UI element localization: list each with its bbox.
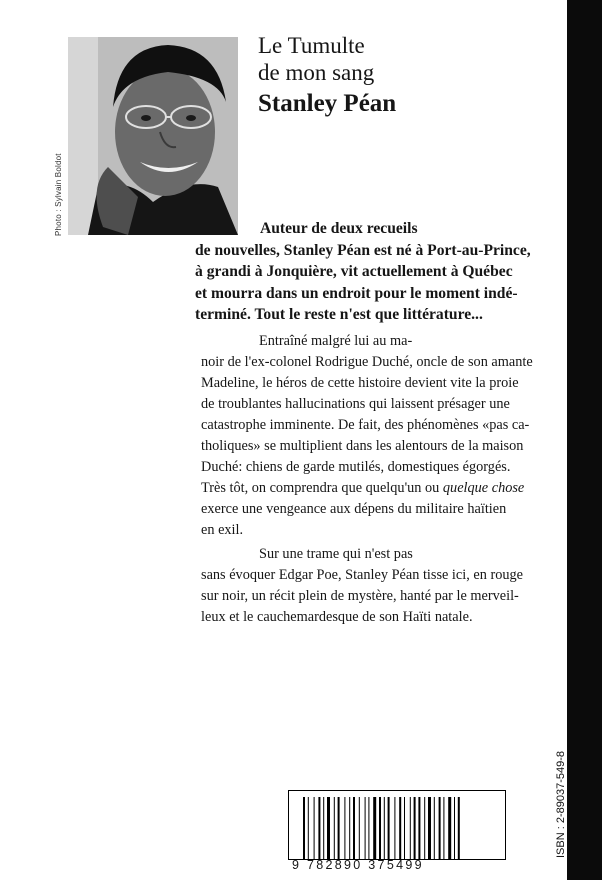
synopsis-line [201,478,559,499]
synopsis-line: noir de l'ex-colonel Rodrigue Duché, oncle de son amante [201,354,533,370]
synopsis-line: Madeline, le héros de cette histoire devient vite la proie [201,375,519,391]
bio-line: et mourra dans un endroit pour le moment indé- [195,284,518,302]
closing-line: sur noir, un récit plein de mystère, hanté par le merveil- [201,588,519,604]
barcode [288,790,506,860]
bio-line: terminé. Tout le reste n'est que littérature... [195,306,483,323]
synopsis-line: exerce une vengeance aux dépens du militaire haïtien [201,501,507,517]
title-line-1: Le Tumulte [258,33,365,58]
book-spine [567,0,602,880]
synopsis-paragraph [201,331,559,541]
closing-paragraph [201,544,559,628]
title-line-2: de mon sang [258,60,375,85]
book-title [258,32,374,86]
synopsis-emphasis: quelque chose [442,480,525,496]
author-bio [195,218,560,326]
closing-line: Sur une trame qui n'est pas [259,546,413,562]
synopsis-line: de troublantes hallucinations qui laissent présager une [201,396,510,412]
synopsis-line: Entraîné malgré lui au ma- [259,333,413,349]
bio-line: de nouvelles, Stanley Péan est né à Port-au-Prince, [195,241,531,259]
synopsis-line: tholiques» se multiplient dans les alentours de la maison [201,438,524,454]
synopsis-line: catastrophe imminente. De fait, des phénomènes «pas ca- [201,417,530,433]
synopsis-line: en exil. [201,522,244,538]
barcode-bars [303,797,491,859]
photo-credit: Photo : Sylvain Boldot [54,153,63,236]
isbn-label: ISBN : 2-89037-549-8 [555,750,567,858]
bio-line: à grandi à Jonquière, vit actuellement à Québec [195,263,513,280]
closing-line: sans évoquer Edgar Poe, Stanley Péan tisse ici, en rouge [201,567,523,583]
author-name: Stanley Péan [258,90,397,117]
author-photo [68,37,238,235]
barcode-digits: 9 782890 375499 [292,858,424,872]
synopsis-text: Très tôt, on comprendra que quelqu'un ou [201,480,443,496]
synopsis-line: Duché: chiens de garde mutilés, domestiques égorgés. [201,459,511,475]
bio-line: Auteur de deux recueils [260,220,418,237]
closing-line: leux et le cauchemardesque de son Haïti natale. [201,609,473,625]
